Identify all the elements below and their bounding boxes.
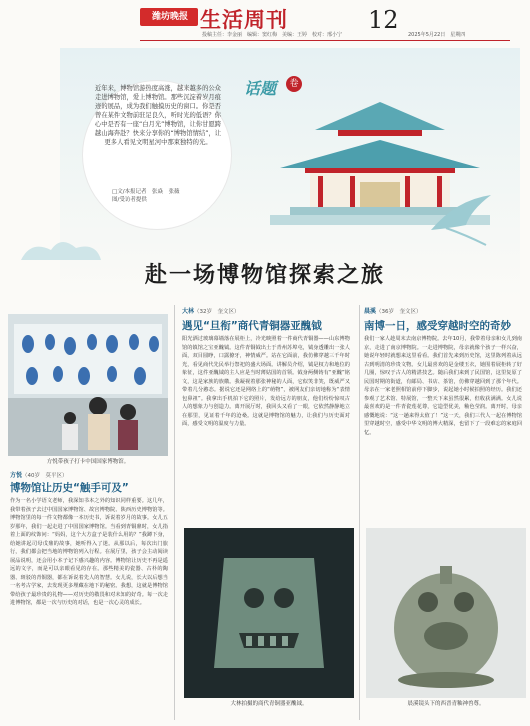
section-title: 生活周刊	[200, 7, 288, 32]
page-number: 12	[368, 6, 399, 34]
left-photo	[8, 314, 168, 456]
middle-article-title: 遇见“旦衔”商代青铜器亚醜钺	[182, 320, 322, 332]
middle-author	[182, 306, 352, 315]
topic-label: 话题	[244, 79, 277, 98]
column-divider-1	[174, 305, 175, 720]
right-article-title: 南博一日，感受穿越时空的奇妙	[364, 320, 511, 332]
crane-icon	[426, 190, 496, 250]
middle-author-name: 大林	[182, 308, 195, 315]
intro-credit: □文/本报记者 张焱 张薇 图/受访者提供	[112, 189, 180, 203]
column-divider-2	[359, 305, 360, 720]
left-author	[10, 470, 170, 479]
right-author-name: 晨溪	[364, 308, 377, 315]
middle-author-meta: （32岁 奎文区）	[194, 309, 240, 315]
right-photo	[366, 528, 526, 698]
right-author	[364, 306, 524, 315]
topic-badge: 卷	[286, 76, 302, 92]
header-rule	[140, 40, 510, 41]
right-photo-caption: 晨溪镜头下的西晋青釉神兽尊。	[407, 701, 485, 707]
bronze-axe-photo	[184, 528, 354, 698]
middle-photo-caption: 大林拍摄的商代青铜器亚醜钺。	[230, 701, 308, 707]
middle-photo	[184, 528, 354, 698]
paper-logo: 潍坊晚报	[140, 8, 198, 26]
issue-date: 2025年5月22日 星期四	[408, 32, 466, 38]
left-article-body: 作为一名小学语文老师，我深知书本之外的知识同样重要。这几年，我带着孩子去过中国国家博物馆、故宫博物院、陕西历史博物馆等。博物馆里的每一件文物都像一本历史书，诉说着岁月的故事。女儿五岁那年，我们一起走进了中国国家博物馆。当看到青铜鼎时，女儿指着上面的纹饰问：“妈妈，这个大方盒子是装什么用的？”我蹲下身，给她讲起司母戊鼎的故事，她听得入了迷。从那以后，每次出门旅行，我们都会把当地的博物馆列入行程。在展厅里，孩子会主动阅读展品说明，还会用小本子记下感兴趣的内容。博物馆让历史不再是遥远的文字，而是可以亲眼看见的存在。那些精美的瓷器、古朴的陶器、斑驳的青铜器，都在诉说着先人的智慧。女儿说，长大以后想当一名考古学家，去发现更多埋藏在地下的秘密。我想，这就是博物馆带给孩子最珍贵的礼物——对历史的敬畏和对未知的好奇。每一次走进博物馆，都是一次与历史的对话，也是一次心灵的成长。	[10, 498, 168, 606]
main-headline: 赴一场博物馆探索之旅	[144, 262, 385, 288]
right-article-body: 我们一家人趁周末去南京博物院。去年10月，我带着母亲和女儿到南京，走进了南京博物院。一走进博物院，母亲就像个孩子一样兴奋，她说年轻时就想来这里看看。我们首先来到历史馆，这里陈列着从远古到明清的珍贵文物。女儿最喜欢的是金缕玉衣，她围着展柜转了好几圈，惊叹于古人的精湛技艺。随后我们来到了民国馆，这里复原了民国时期的街道，有邮局、书店、茶馆，仿佛穿越回到了那个年代。母亲在一家老照相馆前停下脚步，说起她小时候拍照的经历。我们还参观了艺术馆、特展馆，一整天下来虽然很累，但收获满满。女儿说最喜欢的是一件青瓷莲花尊，它造型优美，釉色莹润。离开时，母亲感慨地说：“这一趟来得太值了！”这一天，我们三代人一起在博物馆里穿越时空，感受中华文明的博大精深，也留下了一段难忘的家庭回忆。	[364, 336, 522, 436]
left-author-meta: （40岁 莫平区）	[22, 473, 68, 479]
right-author-meta: （36岁 奎文区）	[376, 309, 422, 315]
intro-text: 近年来，博物馆游热度高涨，越来越多的公众走进博物馆，爱上博物馆。那些沉淀着岁月痕迹的展品，成为我们触摸历史的窗口。你是否曾在某件文物前驻足良久，听时光的低语？你心中是否有一座“白月光”博物馆，让你甘愿跨越山海奔赴？快来分享你的“博物馆情结”，让更多人看见文明星河中那束独特的光。	[94, 85, 222, 146]
middle-article-body: 阳光洒过玻璃幕墙落在展柜上，冷光映照着一件商代青铜器——山东博物馆的镇馆之宝亚醜钺。这件青铜钺出土于青州苏埠屯，钺身透雕出一张人面，双目圆睁，口露獠牙，神情威严。站在它面前，我仿佛穿越三千年时光，看见商代先民举行祭祀的盛大场面。讲解员介绍，钺是权力和地位的象征，这件亚醜钺的主人应是当时薄姑国的首领。钺身两侧铸有“亚醜”铭文，这是家族的族徽。我凝视着那张神秘的人面，它似笑非笑，既威严又带着几分憨态。据说它还是网络上的“萌物”，被网友们亲切地称为“表情包鼻祖”。我拿出手机拍下它的照片，发给远方的朋友，他们纷纷惊叹古人的想象力与创造力。离开展厅时，我回头又看了一眼，它依然静静地立在那里，见证着千年的沧桑。这就是博物馆的魅力，让我们与历史面对面，感受文明的温度与力量。	[182, 336, 350, 427]
left-author-name: 方悦	[10, 472, 23, 479]
editor-credits: 投稿主任：李金丽 编辑：窦红梅 美编：王婷 校对：邢小宁	[202, 32, 343, 38]
museum-display-photo	[8, 314, 168, 456]
left-photo-caption: 方悦带孩子打卡中国国家博物馆。	[46, 459, 130, 465]
left-article-title: 博物馆让历史“触手可及”	[10, 482, 129, 494]
celadon-beast-photo	[366, 528, 526, 698]
